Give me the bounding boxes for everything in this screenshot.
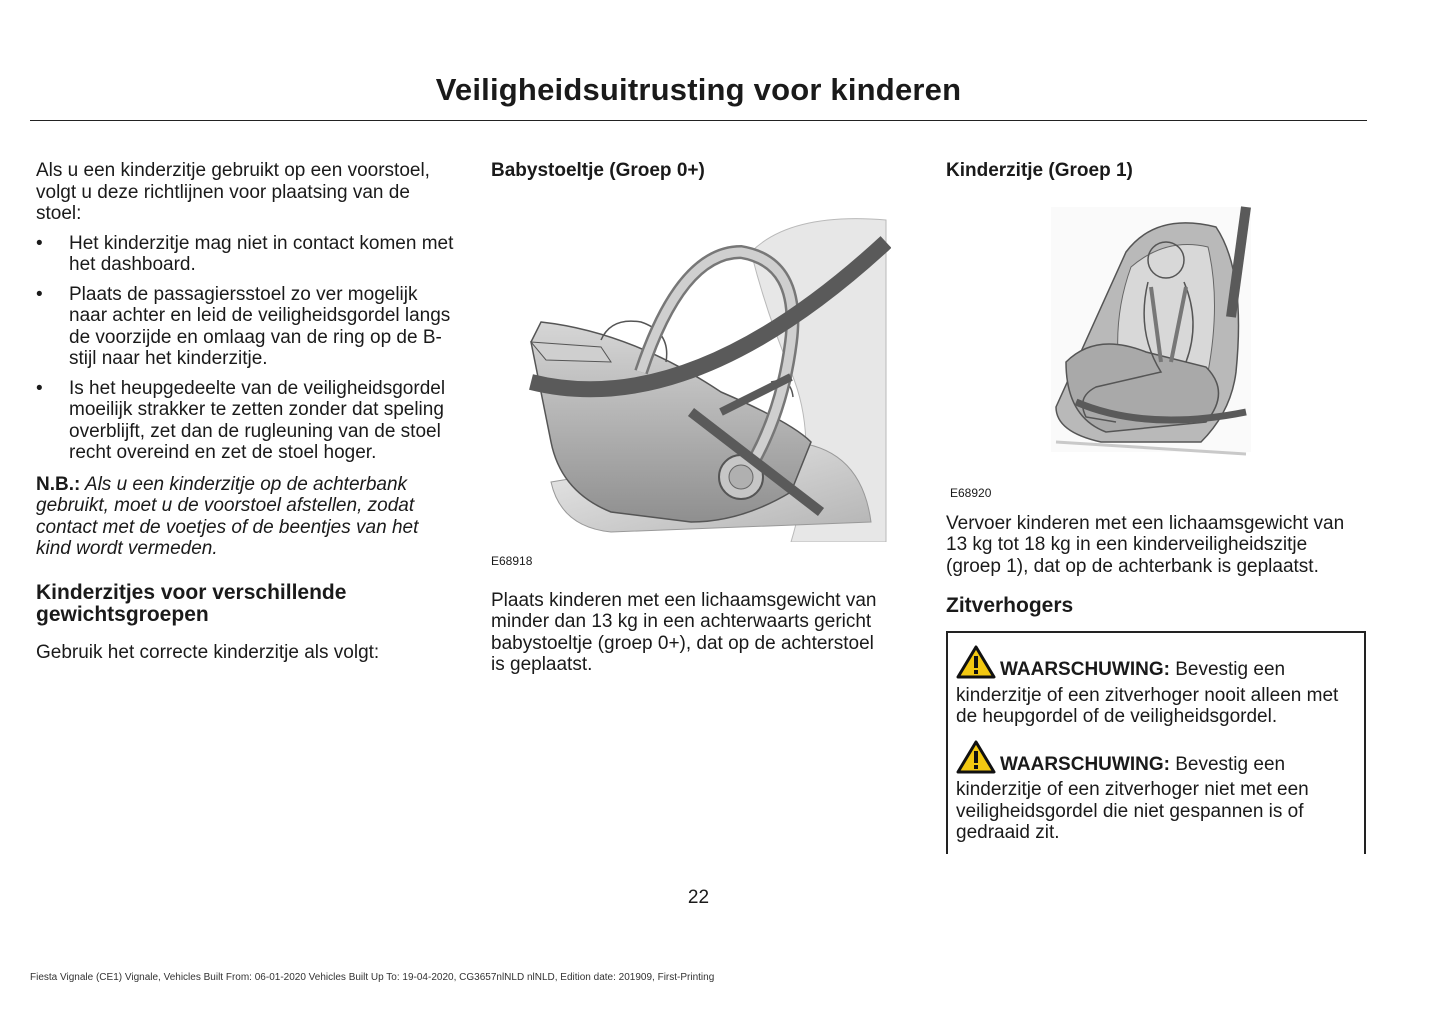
note-label: N.B.: <box>36 473 81 495</box>
baby-seat-text: Plaats kinderen met een lichaamsgewicht van minder dan 13 kg in een achterwaarts gericht babystoeltje (groep 0+), dat op de achterstoel is geplaatst. <box>491 589 877 675</box>
bullet-icon: • <box>36 232 43 254</box>
footer-text: Fiesta Vignale (CE1) Vignale, Vehicles Built From: 06-01-2020 Vehicles Built Up To: 19-04-2020, CG3657nlNLD nlNLD, Edition date: 201909, First-Printing <box>30 972 715 983</box>
note-paragraph <box>36 474 456 560</box>
booster-heading: Zitverhogers <box>946 594 1074 617</box>
warning-paragraph <box>956 645 1356 728</box>
warning-box <box>946 631 1366 854</box>
child-seat-heading: Kinderzitje (Groep 1) <box>946 160 1133 181</box>
instruction-paragraph: Gebruik het correcte kinderzitje als volgt: <box>36 641 380 663</box>
note-text: Als u een kinderzitje op de achterbank gebruikt, moet u de voorstoel afstellen, zodat contact met de voetjes of de beentjes van het kind wordt vermeden. <box>36 473 419 559</box>
intro-paragraph: Als u een kinderzitje gebruikt op een voorstoel, volgt u deze richtlijnen voor plaatsing van de stoel: <box>36 160 430 224</box>
warning-label: WAARSCHUWING: <box>1000 659 1170 680</box>
title-divider <box>30 120 1367 121</box>
child-seat-illustration <box>946 192 1256 462</box>
column-middle <box>491 160 891 676</box>
bullet-icon: • <box>36 283 43 305</box>
list-item-text: Het kinderzitje mag niet in contact komen met het dashboard. <box>69 232 454 275</box>
column-right <box>946 160 1366 854</box>
child-seat-figure <box>946 192 1366 500</box>
child-seat-text: Vervoer kinderen met een lichaamsgewicht van 13 kg tot 18 kg in een kinderveiligheidszitje (groep 1), dat op de achterbank is geplaatst. <box>946 512 1345 577</box>
section-heading: Kinderzitjes voor verschillende gewichtsgroepen <box>36 580 347 626</box>
list-item-text: Is het heupgedeelte van de veiligheidsgordel moeilijk strakker te zetten zonder dat speling overblijft, zet dan de rugleuning van de stoel recht overeind en zet de stoel hoger. <box>69 377 446 463</box>
warning-label: WAARSCHUWING: <box>1000 753 1170 775</box>
list-item-text: Plaats de passagiersstoel zo ver mogelijk naar achter en leid de veiligheidsgordel langs de voorzijde en omlaag van de ring op de B-stijl naar het kinderzitje. <box>69 283 451 369</box>
warning-text: Bevestig een kinderzitje of een zitverhoger niet met een veiligheidsgordel die niet gespannen is of gedraaid zit. <box>956 753 1309 843</box>
baby-seat-heading: Babystoeltje (Groep 0+) <box>491 160 705 181</box>
guideline-list <box>36 233 456 464</box>
warning-text: Bevestig een kinderzitje of een zitverhoger nooit alleen met de heupgordel of de veiligheidsgordel. <box>956 659 1339 727</box>
column-left <box>36 160 456 663</box>
list-item <box>36 378 456 464</box>
page-title: Veiligheidsuitrusting voor kinderen <box>435 72 962 107</box>
bullet-icon: • <box>36 377 43 399</box>
figure-code: E68918 <box>491 553 533 568</box>
list-item <box>36 233 456 276</box>
warning-triangle-icon <box>956 645 996 685</box>
list-item <box>36 284 456 370</box>
warning-triangle-icon <box>956 740 996 780</box>
figure-code: E68920 <box>950 485 992 500</box>
warning-paragraph <box>956 740 1356 844</box>
rear-facing-baby-seat-illustration <box>491 192 891 542</box>
baby-seat-figure <box>491 192 891 568</box>
page-number: 22 <box>687 887 710 908</box>
